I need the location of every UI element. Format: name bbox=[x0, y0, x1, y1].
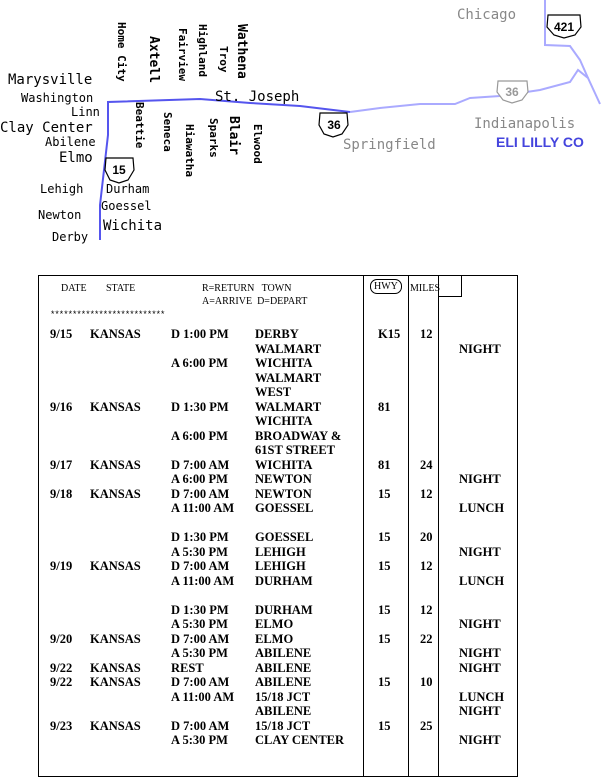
city-st-joseph: St. Joseph bbox=[215, 89, 300, 105]
cell-time: A 11:00 AM bbox=[171, 689, 235, 704]
cell-town: DERBY bbox=[255, 327, 299, 341]
cell-date: 9/17 bbox=[50, 457, 73, 472]
cell-time: A 6:00 PM bbox=[171, 472, 228, 486]
table-row bbox=[39, 603, 517, 618]
cell-time: A 6:00 PM bbox=[171, 428, 228, 443]
cell-hwy: 15 bbox=[378, 559, 391, 573]
header-legend-line2: A=ARRIVE D=DEPART bbox=[202, 296, 308, 307]
cell-town: WALMART bbox=[255, 370, 322, 385]
cell-town: WICHITA bbox=[255, 414, 313, 428]
cell-town: GOESSEL bbox=[255, 501, 314, 515]
city-seneca: Seneca bbox=[161, 112, 174, 152]
cell-hwy: 81 bbox=[378, 457, 391, 472]
cell-time: D 1:30 PM bbox=[171, 530, 229, 544]
cell-hwy: 81 bbox=[378, 399, 391, 414]
cell-hwy: 15 bbox=[378, 718, 391, 733]
table-row bbox=[39, 574, 517, 589]
cell-miles: 12 bbox=[420, 559, 433, 573]
cell-note: LUNCH bbox=[459, 573, 505, 588]
route-light bbox=[350, 70, 600, 112]
cell-date: 9/23 bbox=[50, 718, 73, 733]
cell-hwy: K15 bbox=[378, 327, 401, 341]
cell-state: KANSAS bbox=[90, 327, 141, 341]
cell-note: LUNCH bbox=[459, 689, 505, 704]
us36-west-shield-number: 36 bbox=[327, 118, 341, 132]
city-abilene: Abilene bbox=[45, 135, 96, 149]
city-durham: Durham bbox=[106, 182, 150, 196]
destination-eli-lilly: ELI LILLY CO bbox=[496, 134, 584, 150]
cell-date: 9/16 bbox=[50, 399, 73, 414]
table-row bbox=[39, 327, 517, 342]
table-row bbox=[39, 632, 517, 647]
cell-note: NIGHT bbox=[459, 341, 501, 356]
header-state: STATE bbox=[106, 283, 136, 294]
us36-west-shield-icon bbox=[319, 113, 348, 137]
cell-note: NIGHT bbox=[459, 660, 501, 675]
cell-town: LEHIGH bbox=[255, 544, 306, 559]
table-row bbox=[39, 356, 517, 371]
city-clay-center: Clay Center bbox=[0, 120, 93, 136]
cell-town: DURHAM bbox=[255, 602, 313, 617]
city-elmo: Elmo bbox=[59, 150, 93, 166]
city-highland: Highland bbox=[196, 24, 209, 77]
cell-date: 9/19 bbox=[50, 559, 73, 573]
city-wathena: Wathena bbox=[234, 24, 249, 79]
cell-town: 15/18 JCT bbox=[255, 718, 311, 733]
table-row bbox=[39, 429, 517, 444]
cell-time: D 7:00 AM bbox=[171, 457, 230, 472]
table-row bbox=[39, 690, 517, 705]
cell-town: BROADWAY & bbox=[255, 428, 342, 443]
city-sparks: Sparks bbox=[207, 118, 220, 158]
header-legend-line1: R=RETURN TOWN bbox=[202, 283, 292, 294]
cell-state: KANSAS bbox=[90, 660, 141, 675]
cell-note: NIGHT bbox=[459, 617, 501, 631]
cell-time: D 7:00 AM bbox=[171, 718, 230, 733]
table-row bbox=[39, 385, 517, 400]
cell-date: 9/22 bbox=[50, 675, 73, 689]
cell-time: A 6:00 PM bbox=[171, 356, 228, 370]
schedule-table bbox=[38, 275, 518, 777]
city-washington: Washington bbox=[21, 91, 94, 105]
table-row bbox=[39, 371, 517, 386]
cell-town: WICHITA bbox=[255, 457, 313, 472]
table-row bbox=[39, 661, 517, 676]
city-indianapolis: Indianapolis bbox=[474, 116, 576, 132]
city-beattie: Beattie bbox=[133, 102, 146, 149]
cell-state: KANSAS bbox=[90, 718, 141, 733]
cell-town: NEWTON bbox=[255, 486, 312, 501]
cell-time: A 5:30 PM bbox=[171, 617, 228, 631]
cell-note: NIGHT bbox=[459, 544, 501, 559]
cell-town: ELMO bbox=[255, 631, 294, 646]
city-marysville: Marysville bbox=[8, 72, 93, 88]
us421-shield-number: 421 bbox=[553, 20, 575, 34]
cell-hwy: 15 bbox=[378, 486, 391, 501]
cell-date: 9/15 bbox=[50, 327, 73, 341]
header-date: DATE bbox=[61, 283, 87, 294]
table-row bbox=[39, 487, 517, 502]
city-newton: Newton bbox=[38, 208, 82, 222]
cell-town: LEHIGH bbox=[255, 559, 306, 573]
cell-hwy: 15 bbox=[378, 530, 391, 544]
table-row bbox=[39, 530, 517, 545]
table-row bbox=[39, 675, 517, 690]
route-light-chicago bbox=[545, 0, 588, 78]
table-row bbox=[39, 588, 517, 603]
cell-hwy: 15 bbox=[378, 602, 391, 617]
cell-town: CLAY CENTER bbox=[255, 733, 345, 747]
us36-east-shield-icon bbox=[497, 81, 528, 103]
header-hwy: HWY bbox=[370, 279, 402, 294]
cell-state: KANSAS bbox=[90, 486, 141, 501]
table-row bbox=[39, 400, 517, 415]
table-row bbox=[39, 646, 517, 661]
table-row bbox=[39, 719, 517, 734]
cell-town: ABILENE bbox=[255, 660, 312, 675]
table-row bbox=[39, 704, 517, 719]
city-wichita: Wichita bbox=[103, 218, 163, 234]
cell-state: KANSAS bbox=[90, 675, 141, 689]
us15-shield-number: 15 bbox=[112, 163, 126, 177]
cell-miles: 22 bbox=[420, 631, 433, 646]
cell-time: D 7:00 AM bbox=[171, 559, 230, 573]
cell-time: D 7:00 AM bbox=[171, 675, 230, 689]
cell-note: NIGHT bbox=[459, 646, 501, 660]
city-goessel: Goessel bbox=[101, 199, 152, 213]
city-home-city: Home City bbox=[115, 22, 128, 82]
cell-state: KANSAS bbox=[90, 457, 141, 472]
cell-note: NIGHT bbox=[459, 704, 501, 718]
table-row bbox=[39, 559, 517, 574]
cell-town: ELMO bbox=[255, 617, 294, 631]
cell-town: NEWTON bbox=[255, 472, 312, 486]
cell-time: D 1:30 PM bbox=[171, 602, 229, 617]
city-chicago: Chicago bbox=[457, 7, 517, 23]
cell-town: ABILENE bbox=[255, 646, 312, 660]
cell-time: A 11:00 AM bbox=[171, 573, 235, 588]
table-row bbox=[39, 545, 517, 560]
cell-time: D 1:30 PM bbox=[171, 399, 229, 414]
miles-header-box bbox=[438, 276, 462, 297]
cell-date: 9/20 bbox=[50, 631, 73, 646]
cell-town: WICHITA bbox=[255, 356, 313, 370]
cell-miles: 20 bbox=[420, 530, 433, 544]
cell-time: A 5:30 PM bbox=[171, 733, 228, 747]
cell-date: 9/18 bbox=[50, 486, 73, 501]
cell-miles: 10 bbox=[420, 675, 433, 689]
city-fairview: Fairview bbox=[176, 28, 189, 81]
cell-town: ABILENE bbox=[255, 704, 312, 718]
cell-state: KANSAS bbox=[90, 559, 141, 573]
cell-note: NIGHT bbox=[459, 733, 501, 747]
table-row bbox=[39, 733, 517, 748]
table-row bbox=[39, 414, 517, 429]
city-troy: Troy bbox=[217, 46, 230, 73]
table-row bbox=[39, 342, 517, 357]
cell-miles: 12 bbox=[420, 602, 433, 617]
cell-town: 61ST STREET bbox=[255, 443, 336, 457]
cell-note: LUNCH bbox=[459, 501, 505, 515]
cell-town: WEST bbox=[255, 385, 292, 399]
cell-date: 9/22 bbox=[50, 660, 73, 675]
cell-town: ABILENE bbox=[255, 675, 312, 689]
cell-time: A 5:30 PM bbox=[171, 544, 228, 559]
table-row bbox=[39, 501, 517, 516]
cell-miles: 25 bbox=[420, 718, 433, 733]
schedule-rows bbox=[39, 327, 517, 748]
city-hiawatha: Hiawatha bbox=[183, 124, 196, 177]
cell-town: 15/18 JCT bbox=[255, 689, 311, 704]
cell-town: WALMART bbox=[255, 399, 322, 414]
cell-hwy: 15 bbox=[378, 631, 391, 646]
cell-time: A 11:00 AM bbox=[171, 501, 235, 515]
cell-time: D 7:00 AM bbox=[171, 631, 230, 646]
city-blair: Blair bbox=[226, 116, 241, 156]
table-row bbox=[39, 472, 517, 487]
route-map bbox=[0, 0, 604, 250]
city-linn: Linn bbox=[71, 105, 100, 119]
cell-miles: 12 bbox=[420, 327, 433, 341]
cell-time: A 5:30 PM bbox=[171, 646, 228, 660]
us36-east-shield-number: 36 bbox=[505, 85, 519, 99]
us421-shield-icon bbox=[547, 15, 581, 38]
cell-town: WALMART bbox=[255, 341, 322, 356]
cell-hwy: 15 bbox=[378, 675, 391, 689]
cell-town: GOESSEL bbox=[255, 530, 314, 544]
table-row bbox=[39, 617, 517, 632]
table-row bbox=[39, 458, 517, 473]
table-row bbox=[39, 516, 517, 531]
table-row bbox=[39, 443, 517, 458]
cell-miles: 24 bbox=[420, 457, 433, 472]
us15-shield-icon bbox=[105, 158, 134, 183]
city-derby: Derby bbox=[52, 230, 89, 244]
header-miles: MILES bbox=[410, 283, 440, 294]
city-springfield: Springfield bbox=[343, 137, 436, 153]
cell-time: D 7:00 AM bbox=[171, 486, 230, 501]
cell-time: REST bbox=[171, 660, 204, 675]
cell-miles: 12 bbox=[420, 486, 433, 501]
cell-state: KANSAS bbox=[90, 631, 141, 646]
city-axtell: Axtell bbox=[146, 36, 161, 83]
header-separator: ************************** bbox=[50, 310, 165, 320]
cell-note: NIGHT bbox=[459, 472, 501, 486]
cell-town: DURHAM bbox=[255, 573, 313, 588]
cell-time: D 1:00 PM bbox=[171, 327, 229, 341]
city-lehigh: Lehigh bbox=[40, 182, 84, 196]
city-elwood: Elwood bbox=[251, 124, 264, 164]
cell-state: KANSAS bbox=[90, 399, 141, 414]
